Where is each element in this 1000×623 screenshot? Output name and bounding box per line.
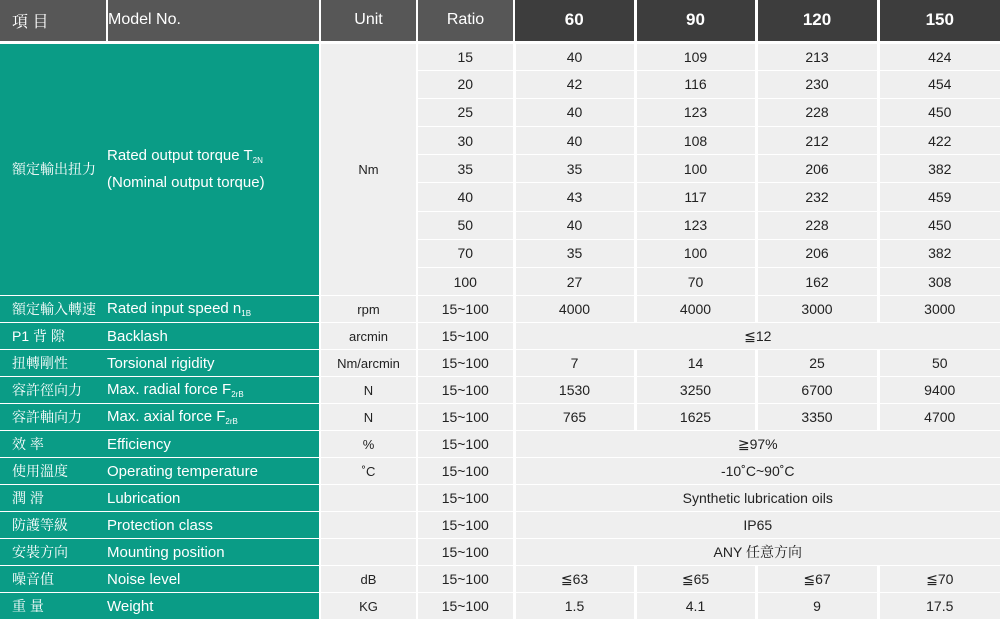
row-label-en <box>107 377 320 404</box>
value-cell: 308 <box>878 268 1000 296</box>
row-label-cn: 防護等級 <box>0 512 107 539</box>
row-input-speed <box>0 296 1000 323</box>
value-cell: 424 <box>878 42 1000 70</box>
row-label-en <box>107 296 320 323</box>
value-cell: 40 <box>514 211 635 239</box>
value-cell: IP65 <box>514 512 1000 539</box>
row-label-en: Protection class <box>107 512 320 539</box>
value-cell: 40 <box>514 98 635 126</box>
value-cell: 9 <box>756 593 878 620</box>
value-cell: ≦63 <box>514 566 635 593</box>
value-cell: 25 <box>756 350 878 377</box>
value-cell: 42 <box>514 70 635 98</box>
value-cell: 6700 <box>756 377 878 404</box>
unit-cell: dB <box>320 566 417 593</box>
value-cell: 228 <box>756 211 878 239</box>
value-cell: ≦12 <box>514 323 1000 350</box>
unit-cell: KG <box>320 593 417 620</box>
value-cell: 422 <box>878 127 1000 155</box>
value-cell: 4000 <box>514 296 635 323</box>
value-cell: -10˚C~90˚C <box>514 458 1000 485</box>
value-cell: 450 <box>878 211 1000 239</box>
value-cell: 450 <box>878 98 1000 126</box>
unit-cell <box>320 512 417 539</box>
value-cell: 116 <box>635 70 756 98</box>
row-backlash <box>0 323 1000 350</box>
ratio-cell: 15~100 <box>417 485 514 512</box>
row-lubrication <box>0 485 1000 512</box>
row-label-en: Lubrication <box>107 485 320 512</box>
value-cell: 35 <box>514 239 635 267</box>
value-cell: Synthetic lubrication oils <box>514 485 1000 512</box>
ratio-cell: 15 <box>417 42 514 70</box>
torque-label-en-sub: 2N <box>252 155 263 165</box>
header-size-120: 120 <box>756 0 878 42</box>
row-label-en-sub: 2rB <box>225 417 238 427</box>
value-cell: 212 <box>756 127 878 155</box>
ratio-cell: 15~100 <box>417 350 514 377</box>
value-cell: 162 <box>756 268 878 296</box>
value-cell: 3000 <box>756 296 878 323</box>
value-cell: 123 <box>635 211 756 239</box>
value-cell: 27 <box>514 268 635 296</box>
row-label-en <box>107 404 320 431</box>
header-size-150: 150 <box>878 0 1000 42</box>
row-label-en: Backlash <box>107 323 320 350</box>
value-cell: 232 <box>756 183 878 211</box>
unit-cell <box>320 539 417 566</box>
value-cell: 9400 <box>878 377 1000 404</box>
header-model: Model No. <box>107 0 320 42</box>
torque-unit: Nm <box>320 42 417 296</box>
value-cell: ≦67 <box>756 566 878 593</box>
value-cell: 100 <box>635 239 756 267</box>
ratio-cell: 15~100 <box>417 377 514 404</box>
ratio-cell: 50 <box>417 211 514 239</box>
row-radial-force <box>0 377 1000 404</box>
row-label-cn: 潤 滑 <box>0 485 107 512</box>
row-label-en-text: Max. axial force F <box>107 408 226 426</box>
value-cell: ANY 任意方向 <box>514 539 1000 566</box>
row-label-en: Efficiency <box>107 431 320 458</box>
unit-cell: arcmin <box>320 323 417 350</box>
value-cell: 765 <box>514 404 635 431</box>
ratio-cell: 15~100 <box>417 458 514 485</box>
header-ratio: Ratio <box>417 0 514 42</box>
ratio-cell: 15~100 <box>417 593 514 620</box>
value-cell: 454 <box>878 70 1000 98</box>
value-cell: 17.5 <box>878 593 1000 620</box>
value-cell: 109 <box>635 42 756 70</box>
unit-cell: % <box>320 431 417 458</box>
value-cell: 40 <box>514 42 635 70</box>
row-label-en-sub: 1B <box>241 309 252 319</box>
unit-cell: ˚C <box>320 458 417 485</box>
value-cell: 459 <box>878 183 1000 211</box>
value-cell: 14 <box>635 350 756 377</box>
ratio-cell: 70 <box>417 239 514 267</box>
value-cell: 35 <box>514 155 635 183</box>
row-label-cn: 噪音值 <box>0 566 107 593</box>
row-efficiency <box>0 431 1000 458</box>
ratio-cell: 15~100 <box>417 323 514 350</box>
row-label-en: Mounting position <box>107 539 320 566</box>
torque-label-en-line2: (Nominal output torque) <box>107 173 265 191</box>
value-cell: 3350 <box>756 404 878 431</box>
table-row <box>0 42 1000 70</box>
header-size-60: 60 <box>514 0 635 42</box>
value-cell: 230 <box>756 70 878 98</box>
row-label-cn: 使用溫度 <box>0 458 107 485</box>
row-label-cn: 安裝方向 <box>0 539 107 566</box>
value-cell: 117 <box>635 183 756 211</box>
value-cell: 1.5 <box>514 593 635 620</box>
value-cell: 382 <box>878 155 1000 183</box>
value-cell: 3250 <box>635 377 756 404</box>
torque-label-cn: 額定輸出扭力 <box>0 42 107 296</box>
value-cell: 382 <box>878 239 1000 267</box>
row-label-cn: 效 率 <box>0 431 107 458</box>
ratio-cell: 15~100 <box>417 404 514 431</box>
value-cell: 70 <box>635 268 756 296</box>
value-cell: 4000 <box>635 296 756 323</box>
row-label-cn: 額定輸入轉速 <box>0 296 107 323</box>
header-row <box>0 0 1000 42</box>
torque-label-en-line1: Rated output torque T <box>107 146 253 164</box>
value-cell: ≦70 <box>878 566 1000 593</box>
row-label-cn: 容許徑向力 <box>0 377 107 404</box>
unit-cell: Nm/arcmin <box>320 350 417 377</box>
ratio-cell: 25 <box>417 98 514 126</box>
row-temperature <box>0 458 1000 485</box>
value-cell: 108 <box>635 127 756 155</box>
row-protection <box>0 512 1000 539</box>
ratio-cell: 30 <box>417 127 514 155</box>
row-label-cn: P1 背 隙 <box>0 323 107 350</box>
unit-cell: N <box>320 377 417 404</box>
header-size-90: 90 <box>635 0 756 42</box>
row-label-en-text: Rated input speed n <box>107 300 242 318</box>
value-cell: 4.1 <box>635 593 756 620</box>
row-axial-force <box>0 404 1000 431</box>
row-mounting <box>0 539 1000 566</box>
row-label-en: Torsional rigidity <box>107 350 320 377</box>
unit-cell: rpm <box>320 296 417 323</box>
row-noise <box>0 566 1000 593</box>
ratio-cell: 15~100 <box>417 539 514 566</box>
torque-label-en <box>107 42 320 296</box>
row-label-en-text: Max. radial force F <box>107 381 232 399</box>
value-cell: ≦65 <box>635 566 756 593</box>
value-cell: 7 <box>514 350 635 377</box>
value-cell: 43 <box>514 183 635 211</box>
row-label-en-sub: 2rB <box>231 390 244 400</box>
ratio-cell: 15~100 <box>417 566 514 593</box>
row-weight <box>0 593 1000 620</box>
unit-cell <box>320 485 417 512</box>
row-label-en: Weight <box>107 593 320 620</box>
row-rigidity <box>0 350 1000 377</box>
ratio-cell: 20 <box>417 70 514 98</box>
value-cell: ≧97% <box>514 431 1000 458</box>
row-label-en: Operating temperature <box>107 458 320 485</box>
row-label-cn: 容許軸向力 <box>0 404 107 431</box>
ratio-cell: 35 <box>417 155 514 183</box>
ratio-cell: 15~100 <box>417 431 514 458</box>
value-cell: 3000 <box>878 296 1000 323</box>
value-cell: 50 <box>878 350 1000 377</box>
ratio-cell: 15~100 <box>417 512 514 539</box>
value-cell: 100 <box>635 155 756 183</box>
value-cell: 123 <box>635 98 756 126</box>
value-cell: 206 <box>756 155 878 183</box>
value-cell: 40 <box>514 127 635 155</box>
value-cell: 4700 <box>878 404 1000 431</box>
value-cell: 1625 <box>635 404 756 431</box>
value-cell: 1530 <box>514 377 635 404</box>
ratio-cell: 15~100 <box>417 296 514 323</box>
ratio-cell: 100 <box>417 268 514 296</box>
value-cell: 206 <box>756 239 878 267</box>
value-cell: 228 <box>756 98 878 126</box>
header-item: 項 目 <box>0 0 107 42</box>
ratio-cell: 40 <box>417 183 514 211</box>
row-label-cn: 扭轉剛性 <box>0 350 107 377</box>
header-unit: Unit <box>320 0 417 42</box>
row-label-en: Noise level <box>107 566 320 593</box>
value-cell: 213 <box>756 42 878 70</box>
row-label-cn: 重 量 <box>0 593 107 620</box>
unit-cell: N <box>320 404 417 431</box>
